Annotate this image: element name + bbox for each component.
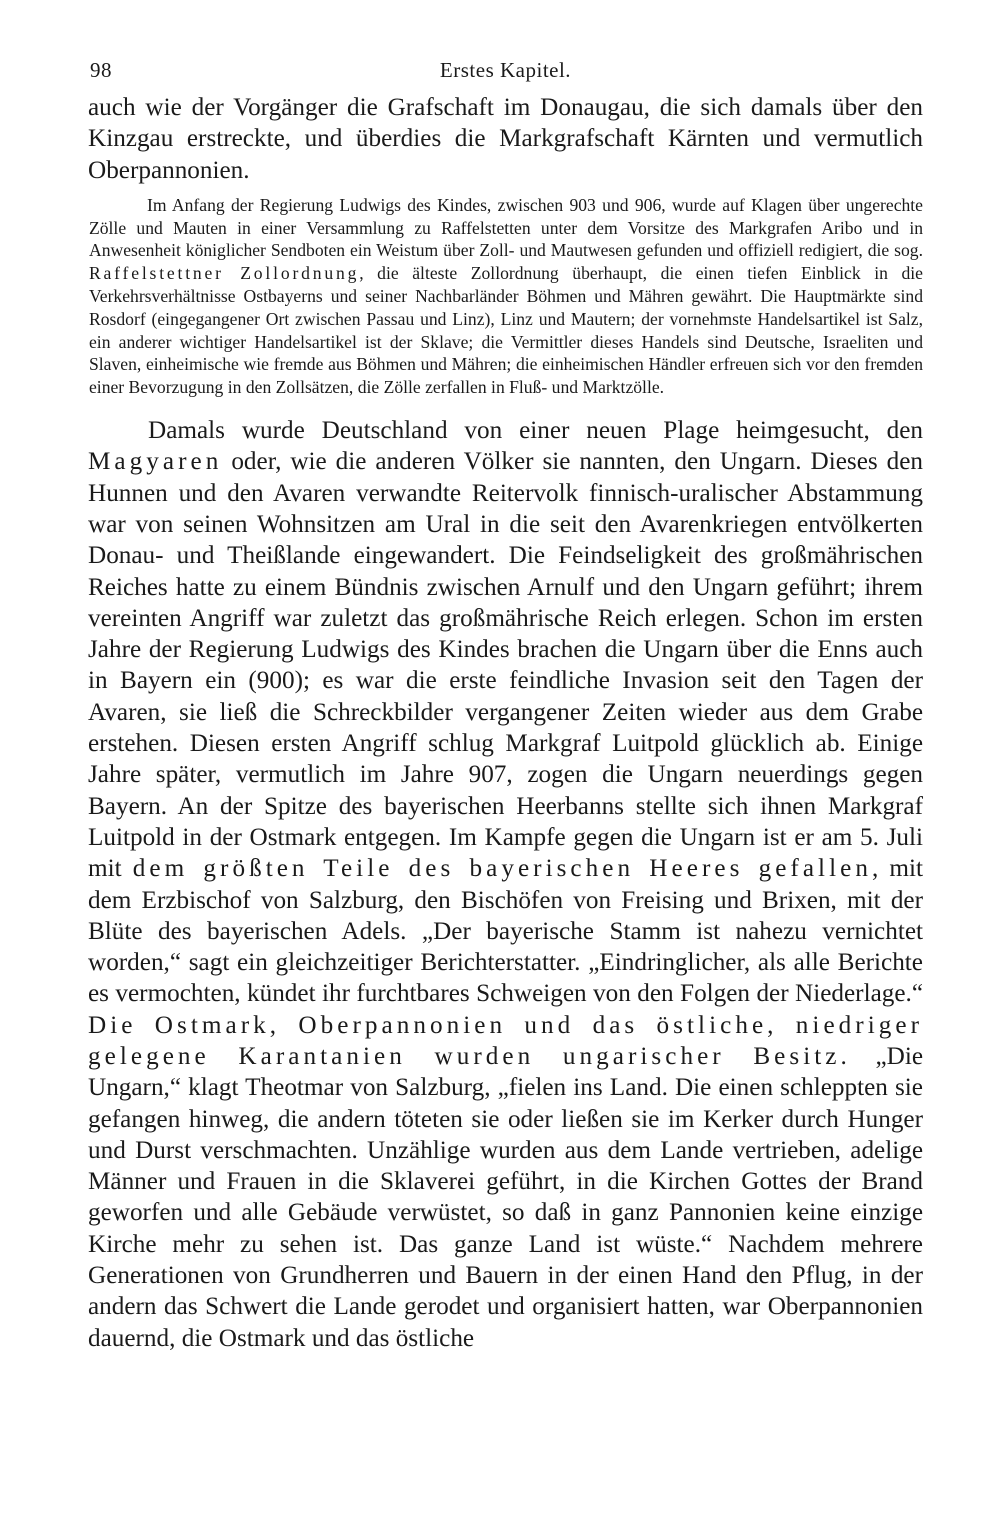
- running-head: Erstes Kapitel.: [439, 58, 572, 82]
- footnote-spaced-term: Raffelstettner Zollordnung: [89, 263, 360, 284]
- page-header: [88, 58, 923, 92]
- book-page: [88, 58, 923, 1354]
- paragraph-2-text-2: oder, wie die anderen Völker sie nannten, den Ungarn. Dieses den Hunnen und den Avaren verwandte Reitervolk finnisch-uralischer Abstammung war von seinen Wohnsitzen am Ural in die seit den Avarenkriegen entvölkerten Donau- und Theißlande eingewandert. Die Feindseligkeit des großmährischen Reiches hatte zu einem Bündnis zwischen Arnulf und den Ungarn geführt; ihrem vereinten Angriff war zuletzt das großmährische Reich erlegen. Schon im ersten Jahre der Regierung Ludwigs des Kindes brachen die Ungarn über die Enns auch in Bayern ein (900); es war die erste feindliche Invasion seit den Tagen der Avaren, sie ließ die Schreckbilder vergangener Zeiten wieder aus dem Grabe erstehen. Diesen ersten Angriff schlug Markgraf Luitpold glücklich ab. Einige Jahre später, vermutlich im Jahre 907, zogen die Ungarn neuerdings gegen Bayern. An der Spitze des bayerischen Heerbanns stellte sich ihnen Markgraf Luitpold in der Ostmark entgegen. Im Kampfe gegen die Ungarn ist er am 5. Juli mit: [88, 448, 924, 883]
- paragraph-2: [88, 415, 923, 1354]
- paragraph-1: auch wie der Vorgänger die Grafschaft im Donaugau, die sich damals über den Kinzgau erstreckte, und überdies die Markgrafschaft Kärnten und vermutlich Oberpannonien.: [88, 94, 923, 184]
- paragraph-2-text-4: „Die Ungarn,“ klagt Theotmar von Salzburg, „fielen ins Land. Die einen schleppten sie gefangen hinweg, die andern töteten sie oder ließen sie im Kerker durch Hunger und Durst verschmachten. Unzählige wurden aus dem Lande vertrieben, adelige Männer und Frauen in die Sklaverei geführt, in die Kirchen Gottes der Brand geworfen und alle Gebäude verwüstet, so daß in ganz Pannonien keine einzige Kirche mehr zu sehen ist. Das ganze Land ist wüste.“ Nachdem mehrere Generationen von Grundherren und Bauern in der einen Hand den Pflug, in der andern das Schwert die Lande gerodet und organisiert hatten, war Oberpannonien dauernd, die Ostmark und das östliche: [88, 1043, 923, 1352]
- spaced-phrase-besitz: Die Ostmark, Oberpannonien und das östliche, niedriger gelegene Karantanien wurden ungarischer Besitz.: [88, 1011, 923, 1070]
- footnote-paragraph: [88, 194, 923, 399]
- paragraph-2-text-1: Damals wurde Deutschland von einer neuen Plage heimgesucht, den: [148, 417, 923, 445]
- spaced-term-magyaren: Magyaren: [88, 448, 223, 476]
- spaced-phrase-heeres: dem größten Teile des bayerischen Heeres gefallen: [132, 855, 872, 883]
- footnote-text-2: , die älteste Zollordnung überhaupt, die einen tiefen Einblick in die Verkehrsverhältnisse Ostbayerns und seiner Nachbarländer Böhmen und Mähren gewährt. Die Hauptmärkte sind Rosdorf (eingegangener Ort zwischen Passau und Linz), Linz und Mautern; der vornehmste Handelsartikel ist Salz, ein anderer wichtiger Handelsartikel ist der Sklave; die Vermittler dieses Handels sind Deutsche, Israeliten und Slaven, einheimische wie fremde aus Böhmen und Mähren; die einheimischen Händler erfreuen sich vor den fremden einer Bevorzugung in den Zollsätzen, die Zölle zerfallen in Fluß- und Marktzölle.: [89, 263, 923, 398]
- page-number: 98: [90, 58, 112, 82]
- footnote-text-1: Im Anfang der Regierung Ludwigs des Kindes, zwischen 903 und 906, wurde auf Klagen über ungerechte Zölle und Mauten in einer Versammlung zu Raffelstetten unter dem Vorsitze des Markgrafen Aribo und in Anwesenheit königlicher Sendboten ein Weistum über Zoll- und Mautwesen gefunden und offiziell redigiert, die sog.: [89, 194, 923, 261]
- paragraph-2-text-3: , mit dem Erzbischof von Salzburg, den Bischöfen von Freising und Brixen, mit der Blüte des bayerischen Adels. „Der bayerische Stamm ist nahezu vernichtet worden,“ sagt ein gleichzeitiger Berichterstatter. „Eindringlicher, als alle Berichte es vermochten, kündet ihr furchtbares Schweigen von den Folgen der Niederlage.“: [88, 855, 924, 1008]
